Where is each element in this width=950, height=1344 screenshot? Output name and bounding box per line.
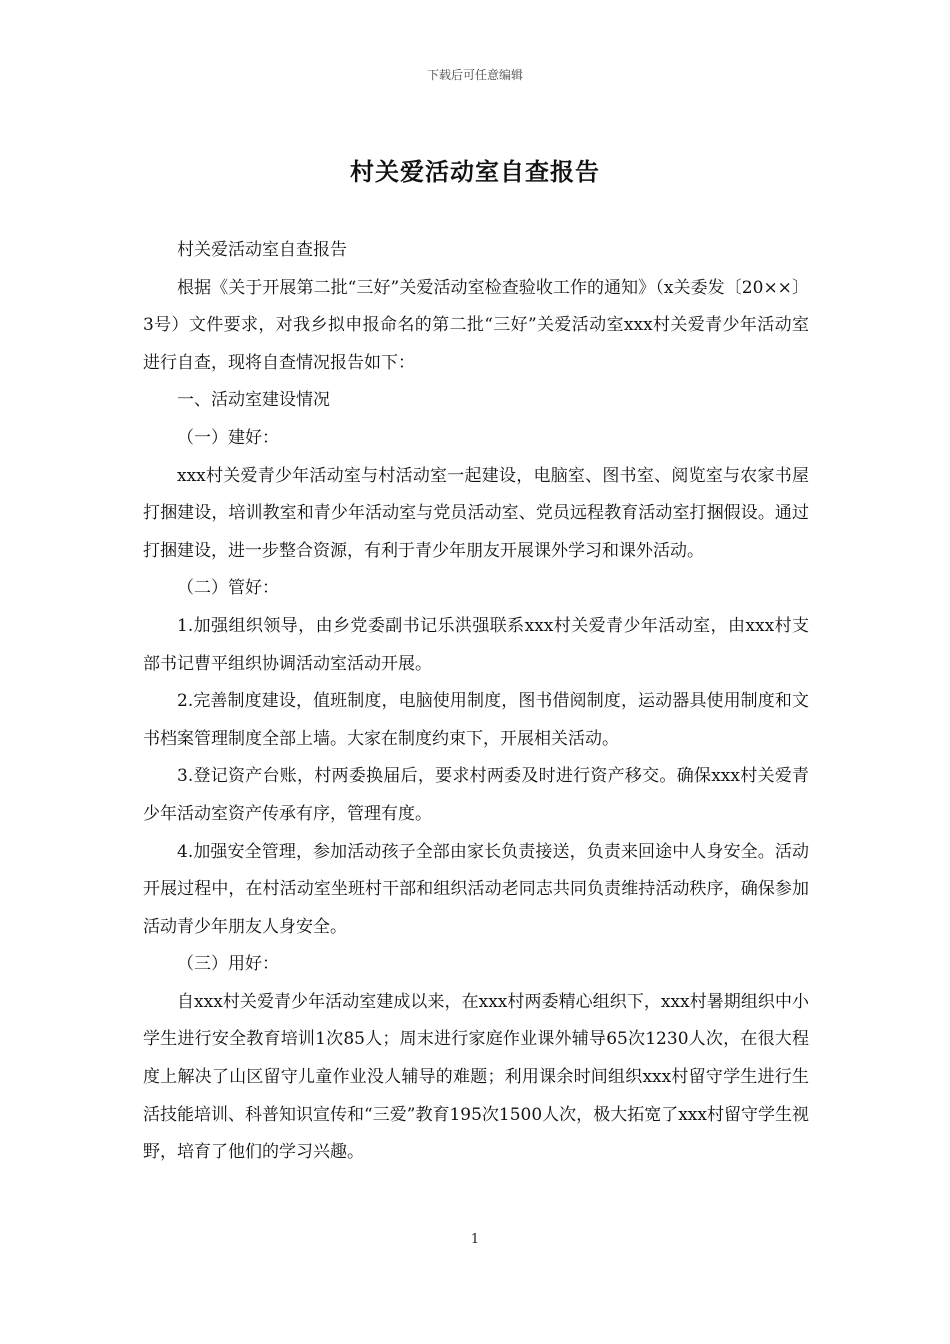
document-body bbox=[143, 232, 809, 1172]
page-header-note: 下载后可任意编辑 bbox=[426, 68, 523, 82]
document-title: 村关爱活动室自查报告 bbox=[350, 157, 600, 186]
section-heading-construction: 一、活动室建设情况 bbox=[177, 390, 330, 411]
paragraph-manage-item-3: 3.登记资产台账，村两委换届后，要求村两委及时进行资产移交。确保xxx村关爱青少年活动室资产传承有序，管理有度。 bbox=[143, 766, 809, 824]
paragraph-manage-item-1: 1.加强组织领导，由乡党委副书记乐洪强联系xxx村关爱青少年活动室，由xxx村支部书记曹平组织协调活动室活动开展。 bbox=[143, 615, 809, 674]
subsection-heading-build-well: （一）建好： bbox=[177, 427, 279, 448]
subsection-heading-use-well: （三）用好： bbox=[177, 954, 279, 975]
paragraph-subtitle: 村关爱活动室自查报告 bbox=[177, 240, 347, 260]
paragraph-use-well: 自xxx村关爱青少年活动室建成以来，在xxx村两委精心组织下，xxx村暑期组织中小学生进行安全教育培训1次85人；周末进行家庭作业课外辅导65次1230人次，在很大程度上解决了山区留守儿童作业没人辅导的难题；利用课余时间组织xxx村留守学生进行生活技能培训、科普知识宣传和“三爱”教育195次1500人次，极大拓宽了xxx村留守学生视野，培育了他们的学习兴趣。 bbox=[143, 991, 809, 1163]
page-number: 1 bbox=[470, 1232, 480, 1247]
paragraph-manage-item-2: 2.完善制度建设，值班制度，电脑使用制度，图书借阅制度，运动器具使用制度和文书档案管理制度全部上墙。大家在制度约束下，开展相关活动。 bbox=[143, 691, 809, 749]
paragraph-build-well: xxx村关爱青少年活动室与村活动室一起建设，电脑室、图书室、阅览室与农家书屋打捆建设，培训教室和青少年活动室与党员活动室、党员远程教育活动室打捆假设。通过打捆建设，进一步整合资源，有利于青少年朋友开展课外学习和课外活动。 bbox=[143, 465, 809, 561]
paragraph-intro: 根据《关于开展第二批“三好”关爱活动室检查验收工作的通知》（x关委发〔20××〕3号）文件要求，对我乡拟申报命名的第二批“三好”关爱活动室xxx村关爱青少年活动室进行自查，现将自查情况报告如下： bbox=[143, 277, 809, 373]
paragraph-manage-item-4: 4.加强安全管理，参加活动孩子全部由家长负责接送，负责来回途中人身安全。活动开展过程中，在村活动室坐班村干部和组织活动老同志共同负责维持活动秩序，确保参加活动青少年朋友人身安全。 bbox=[143, 841, 809, 937]
subsection-heading-manage-well: （二）管好： bbox=[177, 578, 279, 599]
